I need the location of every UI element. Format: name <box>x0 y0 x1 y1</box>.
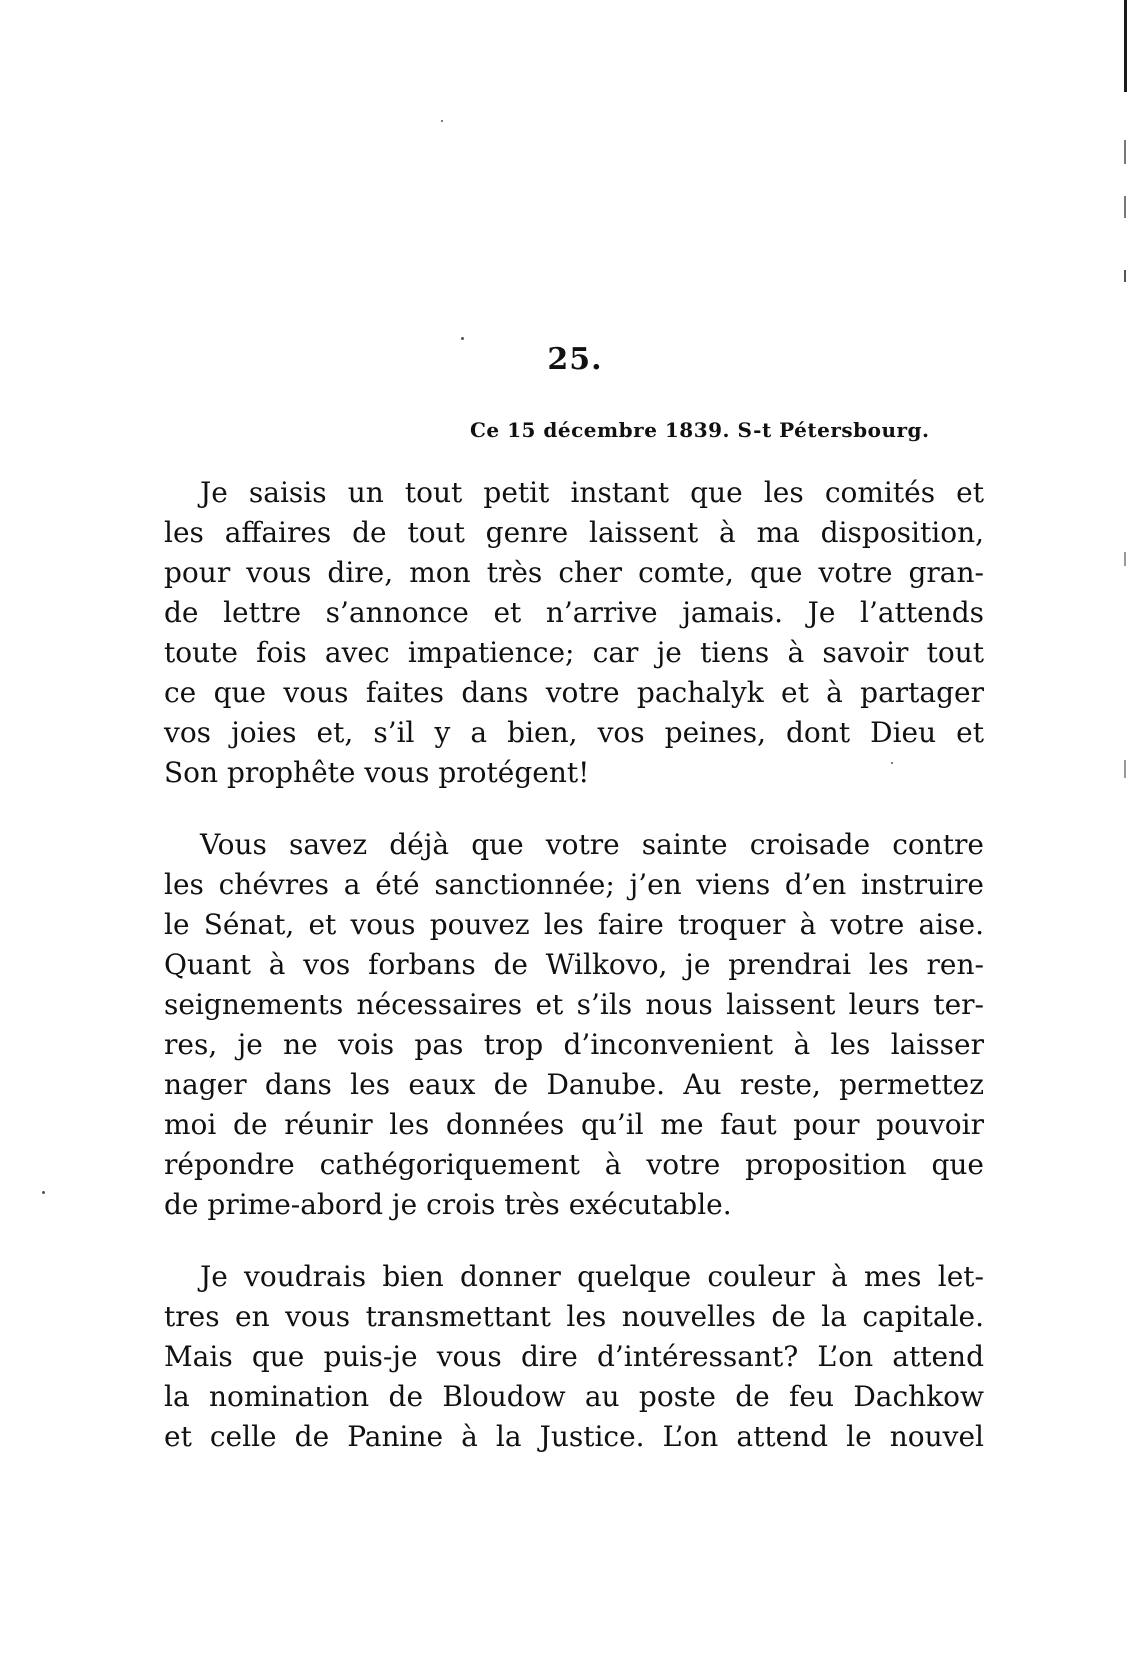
text-line: ce que vous faites dans votre pachalyk et à partager <box>164 676 984 709</box>
text-line: le Sénat, et vous pouvez les faire troquer à votre aise. <box>164 908 984 941</box>
text-line: moi de réunir les données qu’il me faut pour pouvoir <box>164 1108 984 1141</box>
dateline: Ce 15 décembre 1839. S-t Pétersbourg. <box>470 418 930 442</box>
text-line: pour vous dire, mon très cher comte, que votre gran- <box>164 556 984 589</box>
text-line: nager dans les eaux de Danube. Au reste, permettez <box>164 1068 984 1101</box>
scan-speck <box>42 1191 45 1194</box>
text-line: la nomination de Bloudow au poste de feu Dachkow <box>164 1380 984 1413</box>
paragraph-3 <box>164 1257 984 1457</box>
text-line: seignements nécessaires et s’ils nous laissent leurs ter- <box>164 988 984 1021</box>
scan-edge-mark <box>1124 760 1126 778</box>
paragraph-2 <box>164 825 984 1225</box>
text-line: Quant à vos forbans de Wilkovo, je prendrai les ren- <box>164 948 984 981</box>
text-line: vos joies et, s’il y a bien, vos peines, dont Dieu et <box>164 716 984 749</box>
text-line: de prime-abord je crois très exécutable. <box>164 1188 732 1221</box>
text-line: Mais que puis-je vous dire d’intéressant? L’on attend <box>164 1340 984 1373</box>
text-line: Je voudrais bien donner quelque couleur à mes let- <box>200 1260 984 1293</box>
scan-edge-mark <box>1124 196 1126 218</box>
letter-number: 25. <box>547 342 603 377</box>
text-line: toute fois avec impatience; car je tiens à savoir tout <box>164 636 984 669</box>
text-line: tres en vous transmettant les nouvelles de la capitale. <box>164 1300 984 1333</box>
text-line: Je saisis un tout petit instant que les comités et <box>200 476 984 509</box>
text-line: et celle de Panine à la Justice. L’on attend le nouvel <box>164 1420 984 1453</box>
text-line: les chévres a été sanctionnée; j’en viens d’en instruire <box>164 868 984 901</box>
scan-edge-mark <box>1124 0 1127 92</box>
text-line: res, je ne vois pas trop d’inconvenient à les laisser <box>164 1028 984 1061</box>
scan-edge-mark <box>1124 270 1126 282</box>
text-line: répondre cathégoriquement à votre proposition que <box>164 1148 984 1181</box>
scan-edge-mark <box>1124 552 1126 566</box>
text-line: les affaires de tout genre laissent à ma disposition, <box>164 516 984 549</box>
paragraph-1 <box>164 473 984 793</box>
scan-speck <box>441 120 443 122</box>
text-line: Vous savez déjà que votre sainte croisade contre <box>200 828 984 861</box>
text-line: de lettre s’annonce et n’arrive jamais. Je l’attends <box>164 596 984 629</box>
scan-speck <box>461 337 464 340</box>
text-line: Son prophête vous protégent! <box>164 756 590 789</box>
scan-edge-mark <box>1124 140 1126 164</box>
